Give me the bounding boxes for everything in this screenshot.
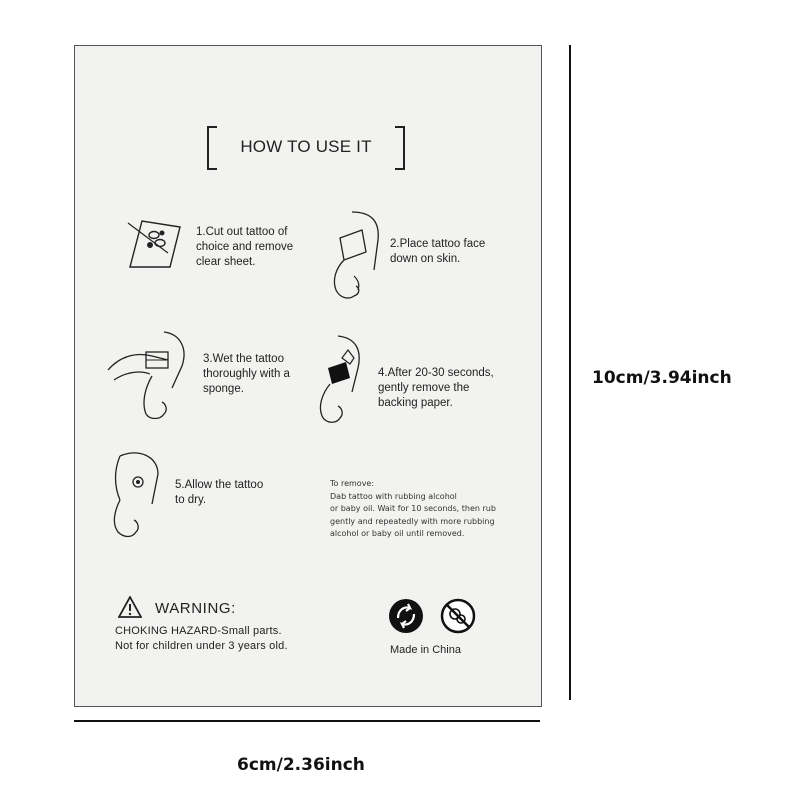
- warning-title: WARNING:: [155, 600, 236, 617]
- step-5-text: 5.Allow the tattoo to dry.: [175, 479, 264, 506]
- step-4-text: 4.After 20-30 seconds, gently remove the backing paper.: [378, 367, 494, 409]
- height-dimension-line: [569, 45, 571, 700]
- made-in-label: Made in China: [390, 644, 461, 656]
- title-block: [207, 126, 405, 170]
- removal-instructions: [330, 478, 496, 541]
- warning-text: CHOKING HAZARD-Small parts. Not for children under 3 years old.: [115, 625, 288, 652]
- right-bracket: [395, 126, 405, 170]
- height-dimension-label: 10cm/3.94inch: [592, 368, 732, 388]
- sponge-wet-icon: [106, 330, 192, 422]
- hand-place-icon: [330, 210, 386, 302]
- recycle-icon: [388, 598, 424, 639]
- page-title: HOW TO USE IT: [240, 137, 372, 156]
- arm-dry-icon: [108, 450, 168, 540]
- peel-paper-icon: [312, 334, 372, 426]
- step-3-text: 3.Wet the tattoo thoroughly with a sponge.: [203, 353, 290, 395]
- age-restriction-icon: [440, 598, 476, 639]
- removal-text: Dab tattoo with rubbing alcohol or baby oil. Wait for 10 seconds, then rub gently and repeatedly with more rubbing alcohol or baby oil until removed.: [330, 491, 496, 538]
- step-1-text: 1.Cut out tattoo of choice and remove clear sheet.: [196, 226, 294, 268]
- warning-triangle-icon: [118, 596, 142, 623]
- width-dimension-label: 6cm/2.36inch: [237, 755, 365, 775]
- scissors-cut-icon: [120, 213, 186, 271]
- removal-heading: To remove:: [330, 479, 375, 488]
- width-dimension-line: [74, 720, 540, 722]
- step-2-text: 2.Place tattoo face down on skin.: [390, 238, 486, 265]
